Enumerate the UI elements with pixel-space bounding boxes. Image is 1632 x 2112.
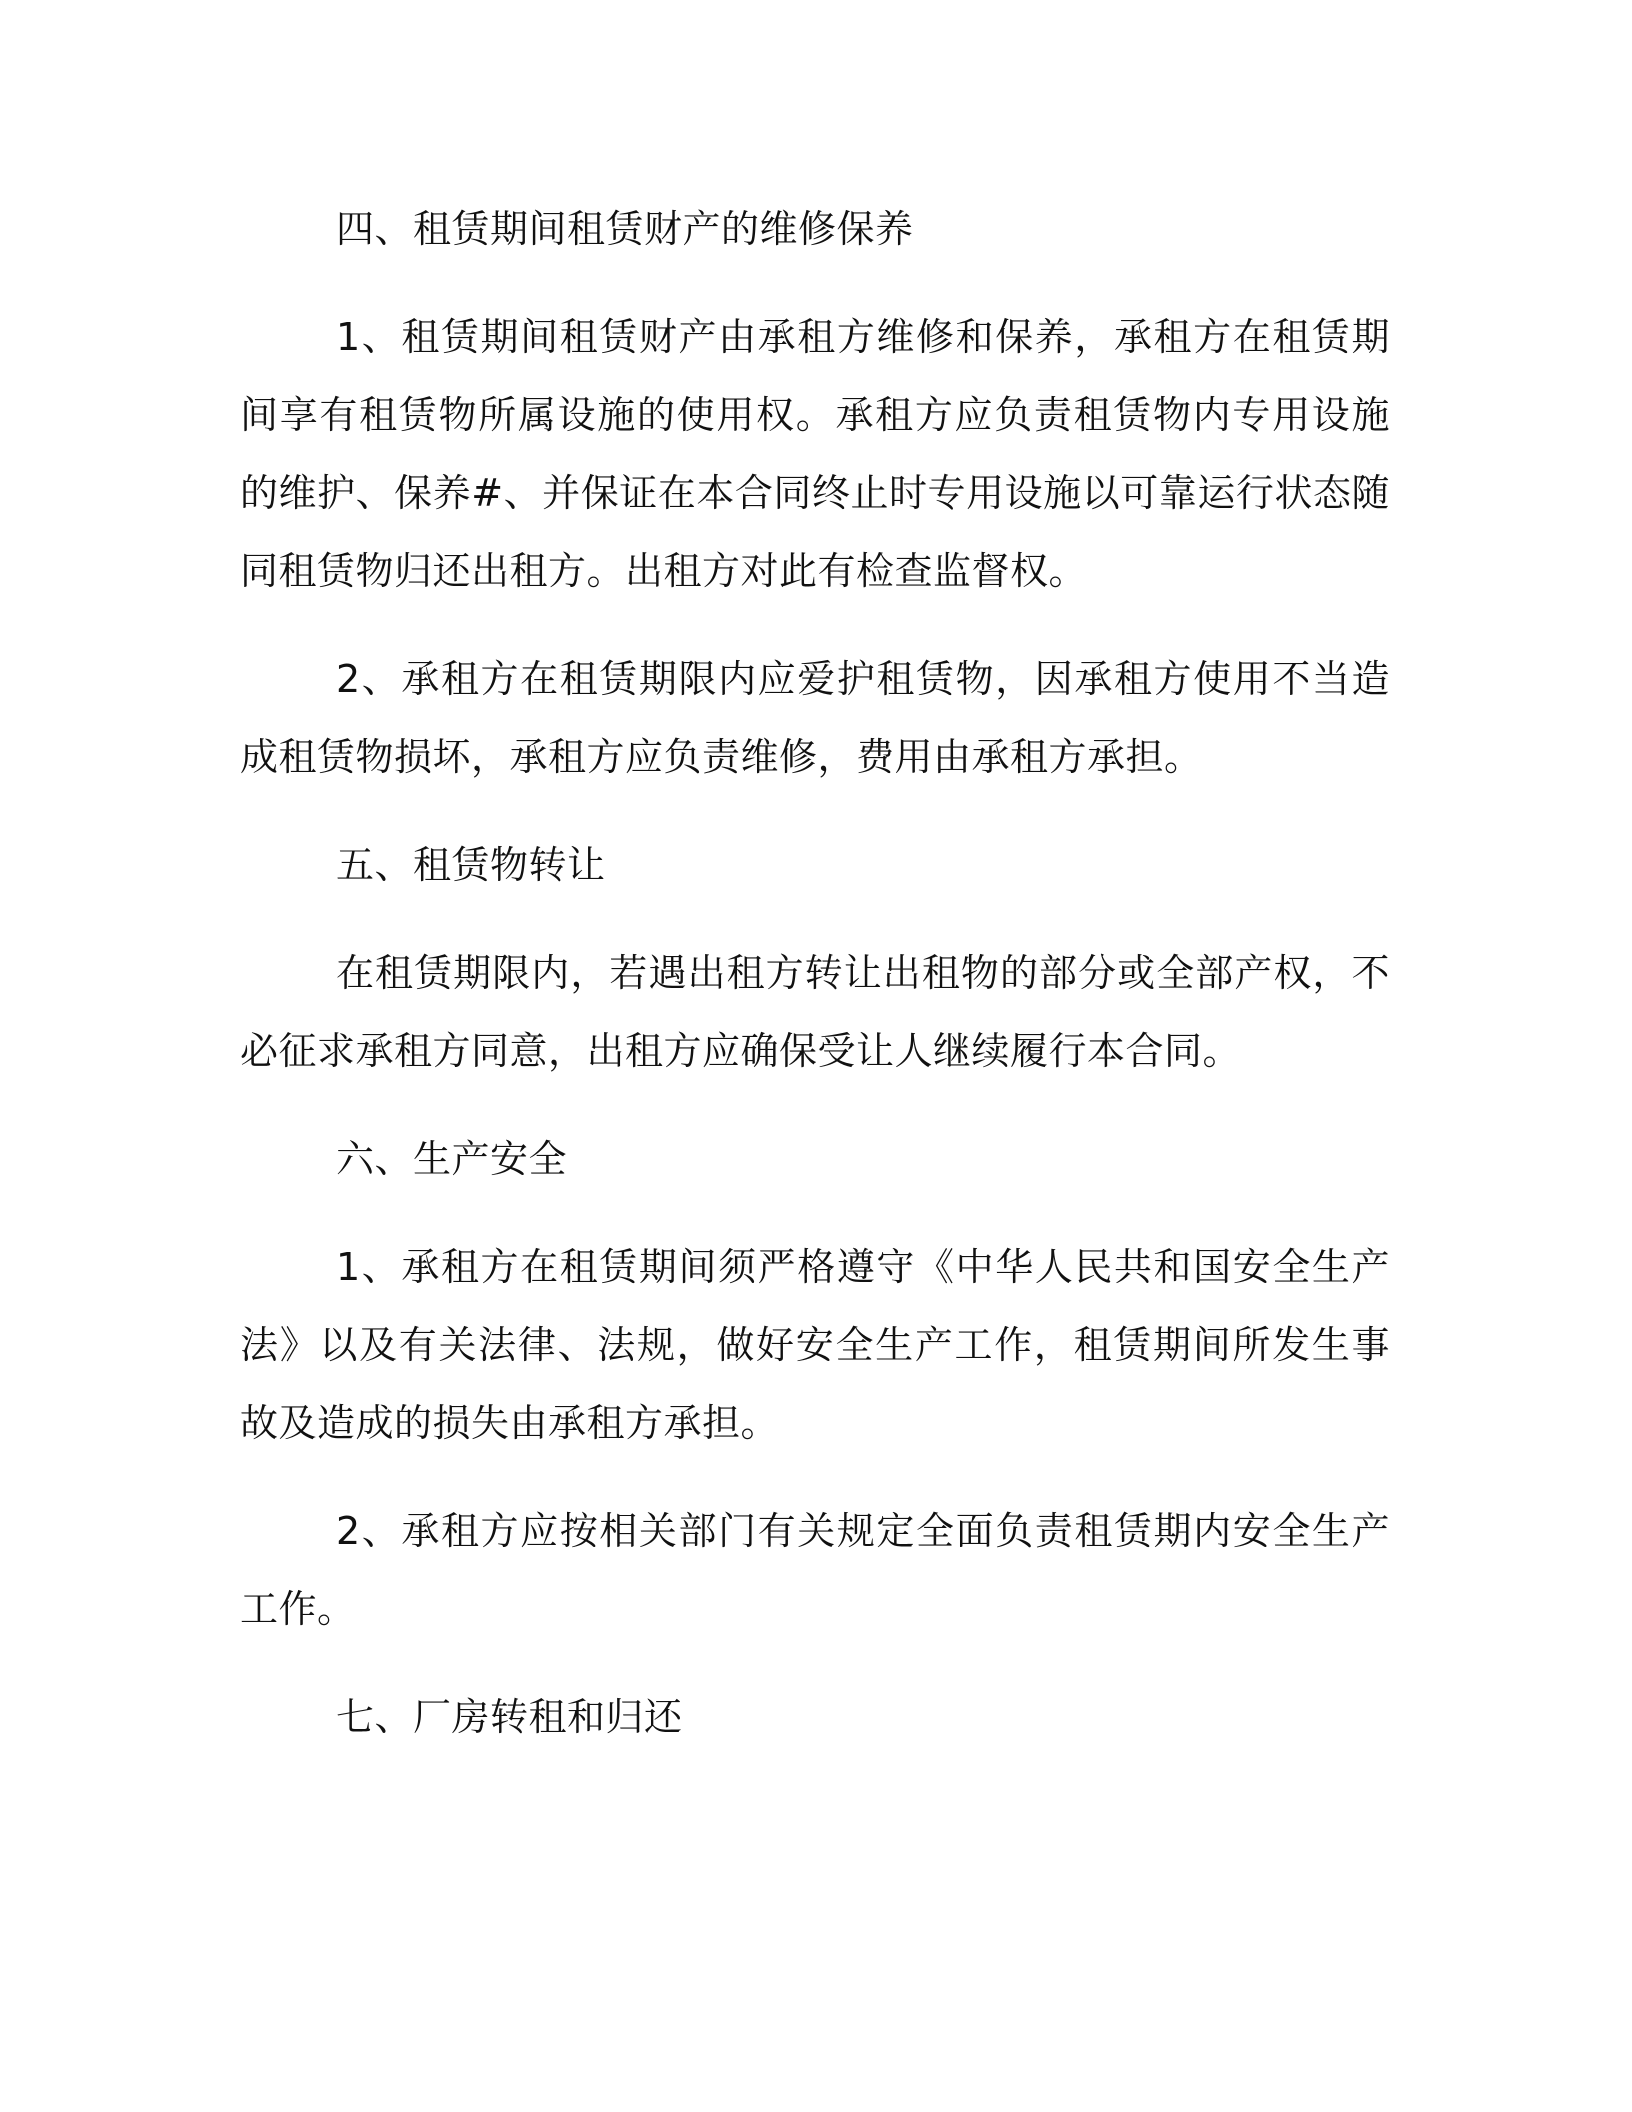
paragraph-5-1: 在租赁期限内，若遇出租方转让出租物的部分或全部产权，不必征求承租方同意，出租方应确保受让人继续履行本合同。 <box>240 951 1390 1073</box>
section-heading-6: 六、生产安全 <box>336 1137 568 1181</box>
paragraph-6-1: 1、承租方在租赁期间须严格遵守《中华人民共和国安全生产法》以及有关法律、法规，做好安全生产工作，租赁期间所发生事故及造成的损失由承租方承担。 <box>240 1245 1390 1445</box>
section-heading-4: 四、租赁期间租赁财产的维修保养 <box>336 207 914 251</box>
paragraph-4-2: 2、承租方在租赁期限内应爱护租赁物，因承租方使用不当造成租赁物损坏，承租方应负责维修，费用由承租方承担。 <box>240 657 1390 779</box>
paragraph-4-1: 1、租赁期间租赁财产由承租方维修和保养，承租方在租赁期间享有租赁物所属设施的使用权。承租方应负责租赁物内专用设施的维护、保养#、并保证在本合同终止时专用设施以可靠运行状态随同租赁物归还出租方。出租方对此有检查监督权。 <box>240 315 1390 593</box>
document-body <box>240 190 1390 1786</box>
paragraph-6-2: 2、承租方应按相关部门有关规定全面负责租赁期内安全生产工作。 <box>240 1509 1390 1631</box>
section-heading-5: 五、租赁物转让 <box>336 843 606 887</box>
section-heading-7: 七、厂房转租和归还 <box>336 1695 683 1739</box>
